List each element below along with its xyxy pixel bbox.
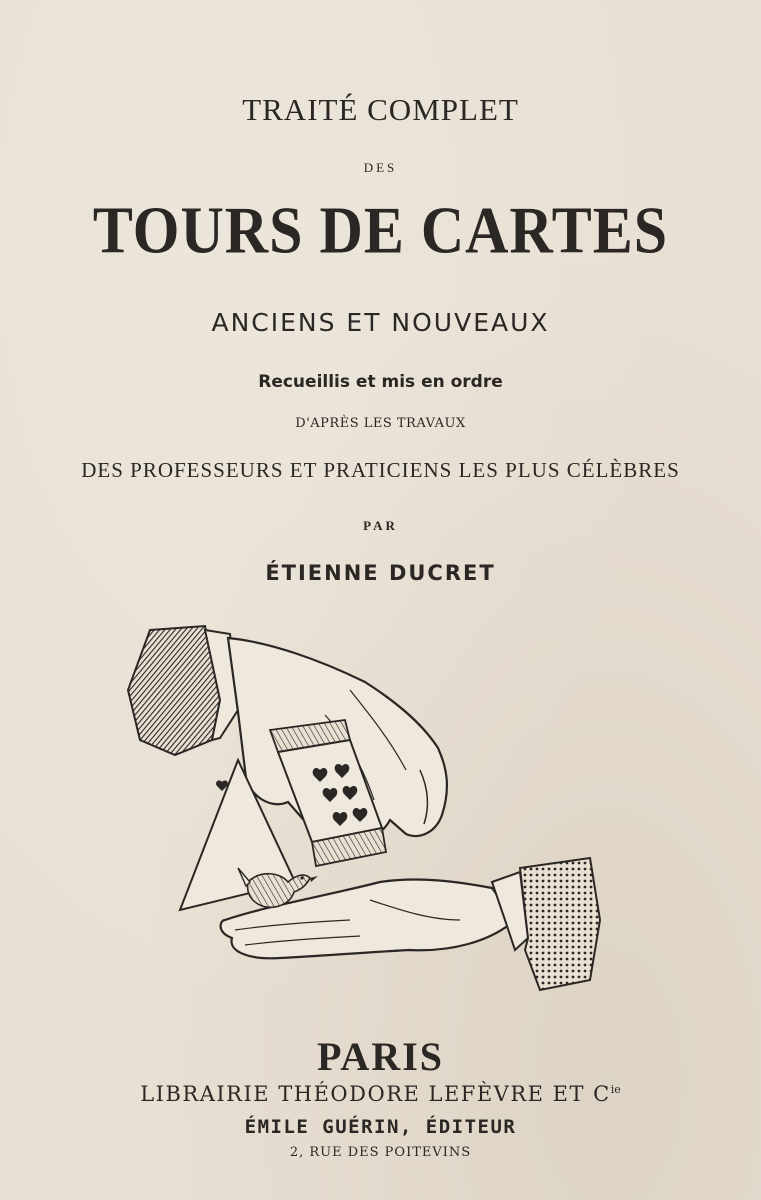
title-line-traite-complet: TRAITÉ COMPLET — [242, 92, 519, 127]
after-line: D'APRÈS LES TRAVAUX — [295, 416, 466, 431]
imprint-publisher-sup: ie — [610, 1083, 621, 1096]
imprint-address: 2, RUE DES POITEVINS — [289, 1145, 472, 1160]
title-line-des: DES — [363, 160, 398, 175]
collected-line: Recueillis et mis en ordre — [258, 372, 503, 392]
hands-with-cards-and-bird-engraving-icon — [120, 620, 610, 1000]
par-line: PAR — [363, 518, 398, 533]
subtitle: ANCIENS ET NOUVEAUX — [211, 308, 550, 337]
imprint-city: PARIS — [316, 1034, 445, 1079]
imprint-publisher-name: LIBRAIRIE THÉODORE LEFÈVRE ET C — [140, 1082, 611, 1106]
professors-line: DES PROFESSEURS ET PRATICIENS LES PLUS CÉLÈBRES — [81, 458, 680, 482]
imprint-publisher — [0, 1082, 761, 1106]
main-title: TOURS DE CARTES — [92, 192, 669, 267]
imprint-editor: ÉMILE GUÉRIN, ÉDITEUR — [244, 1116, 517, 1138]
author-name: ÉTIENNE DUCRET — [265, 561, 496, 585]
